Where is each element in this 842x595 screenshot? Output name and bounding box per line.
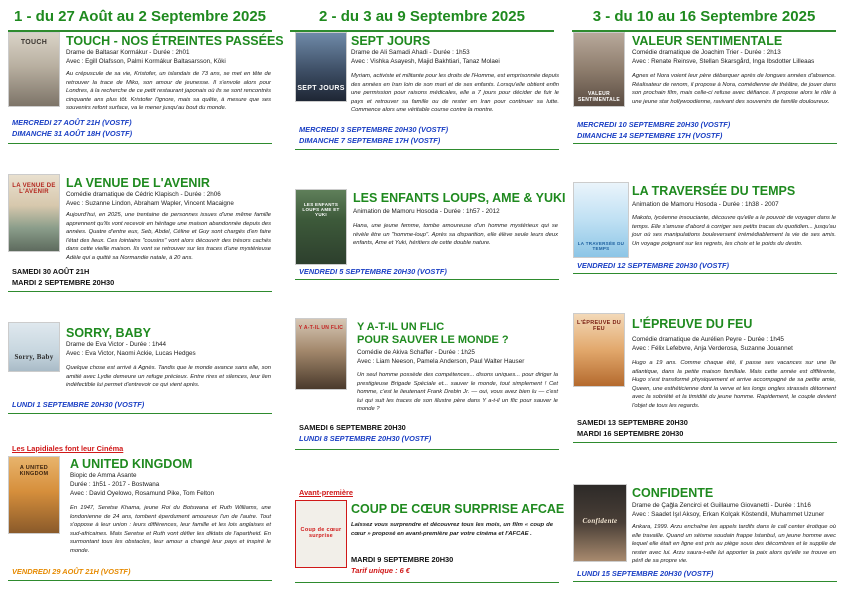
film-title-la-venue-de-l-avenir: LA VENUE DE L'AVENIR [66,176,210,190]
film-title-la-traversee-du-temps: LA TRAVERSÉE DU TEMPS [632,184,796,198]
film-genre-valeur-sentimentale: Comédie dramatique de Joachim Trier - Durée : 2h13 [632,49,781,56]
showtime-valeur-sentimentale-1: MERCREDI 10 SEPTEMBRE 20H30 (VOSTF) [577,120,731,129]
film-cast-la-venue-de-l-avenir: Avec : Suzanne Lindon, Abraham Wapler, Vincent Macaigne [66,200,234,207]
showtime-la-venue-2: MARDI 2 SEPTEMBRE 20H30 [12,278,115,287]
poster-a-united-kingdom[interactable]: A UNITED KINGDOM [8,456,60,534]
film-synopsis-la-traversee-du-temps: Makoto, lycéenne insouciante, découvre qu'elle a le pouvoir de voyager dans le temps. Elle s'amuse d'abord à corriger ses petits tracas du quotidien... jusqu'au jour où ses manipulations bouleversent irrémédiablement la vie de ses amis. Un voyage poignant sur les regrets, les choix et le poids du destin. [632,215,836,247]
film-cast-y-a-t-il-un-flic: Avec : Liam Neeson, Pamela Anderson, Paul Walter Hauser [357,358,525,365]
poster-la-venue-de-l-avenir[interactable]: LA VENUE DE L'AVENIR [8,174,60,252]
film-cast-l-epreuve-du-feu: Avec : Félix Lefebvre, Anja Verderosa, Suzanne Jouannet [632,345,793,352]
film-cast-a-united-kingdom: Avec : David Oyelowo, Rosamund Pike, Tom Felton [70,490,214,497]
film-title-sorry-baby: SORRY, BABY [66,326,151,340]
film-synopsis-y-a-t-il-un-flic: Un seul homme possède des compétences... disons uniques... pour diriger la prestigieuse Brigade Spéciale et... sauver le monde, tout simplement ! Cet homme, c'est le lieutenant Frank Drebin Jr. — oui, vous avez bien lu — c'est lui qui suit les traces de son illustre père dans Y a-t-il un flic pour sauver le monde ? [357,372,558,413]
film-synopsis-sept-jours: Myriam, activiste et militante pour les droits de l'Homme, est emprisonnée depuis des années en Iran loin de son mari et de ses enfants. Lorsqu'elle obtient enfin une permission pour raisons médicales, elle a 7 jours pour décider de fuir le pays et retrouver sa famille ou de rester en Iran pour continuer sa lutte. Commence alors une véritable course contre la montre. [351,73,559,114]
film-synopsis-touch: Au crépuscule de sa vie, Kristofer, un islandais de 73 ans, se met en tête de retrouver la trace de Miko, son amour de jeunesse. Il s'envole alors pour Londres, à la recherche de ce petit restaurant japonais où ils se sont rencontrés cinquante ans plus tôt. Kristofer l'ignore, mais sa quête, à mesure que ses souvenirs refont surface, va le mener jusqu'au bout du monde. [66,71,271,112]
film-coup-de-coeur-surprise[interactable] [295,488,565,583]
showtime-sept-jours-2: DIMANCHE 7 SEPTEMBRE 17H (VOSTF) [299,136,441,145]
film-title-y-a-t-il-un-flic-line2: POUR SAUVER LE MONDE ? [357,334,509,346]
film-valeur-sentimentale[interactable] [573,32,837,144]
film-title-coup-de-coeur-surprise: COUP DE CŒUR SURPRISE AFCAE [351,502,565,516]
column-header-week-1: 1 - du 27 Août au 2 Septembre 2025 [8,6,272,32]
film-synopsis-a-united-kingdom: En 1947, Seretse Khama, jeune Roi du Botswana et Ruth Williams, une londonienne de 24 ans, tombent éperdument amoureux l'un de l'autre. Tout s'oppose à leur union : leurs différences, leur famille et les lois anglaises et sud-africaines. Mais Seretse et Ruth vont défier les diktats de l'apartheid. En surmontant tous les obstacles, leur amour a changé leur pays et inspiré le monde. [70,505,271,554]
showtime-y-a-t-il-un-flic-2: LUNDI 8 SEPTEMBRE 20H30 (VOSTF) [299,434,432,443]
poster-sept-jours[interactable]: SEPT JOURS [295,32,347,102]
film-genre-confidente: Drame de Çağla Zencirci et Guillaume Giovanetti - Durée : 1h16 [632,502,811,509]
film-genre-y-a-t-il-un-flic: Comédie de Akiva Schaffer - Durée : 1h25 [357,349,475,356]
film-cast-sept-jours: Avec : Vishka Asayesh, Majid Bakhtiari, Tanaz Molaei [351,58,500,65]
film-la-traversee-du-temps[interactable] [573,182,837,274]
showtime-touch-2: DIMANCHE 31 AOÛT 18H (VOSTF) [12,129,133,138]
showtime-l-epreuve-2: MARDI 16 SEPTEMBRE 20H30 [577,429,684,438]
film-confidente[interactable] [573,484,837,582]
poster-sorry-baby[interactable]: Sorry, Baby [8,322,60,372]
showtime-coup-de-coeur-1: MARDI 9 SEPTEMBRE 20H30 [351,555,454,564]
showtime-la-traversee-1: VENDREDI 12 SEPTEMBRE 20H30 (VOSTF) [577,261,729,270]
film-cast-touch: Avec : Egill Olafsson, Palmi Kormákur Baltasarsson, Kōki [66,58,226,65]
poster-touch[interactable]: TOUCH [8,32,60,107]
poster-coup-de-coeur-surprise[interactable]: Coup de cœur surprise [295,500,347,568]
film-title-y-a-t-il-un-flic-line1: Y A-T-IL UN FLIC [357,321,445,333]
film-title-touch: TOUCH - NOS ÉTREINTES PASSÉES [66,34,284,48]
poster-y-a-t-il-un-flic[interactable]: Y A-T-IL UN FLIC [295,318,347,390]
event-tag-lapidiales: Les Lapidiales font leur Cinéma [12,444,124,453]
film-genre-sept-jours: Drame de Ali Samadi Ahadi - Durée : 1h53 [351,49,470,56]
film-title-valeur-sentimentale: VALEUR SENTIMENTALE [632,34,783,48]
poster-confidente[interactable]: Confidente [573,484,627,562]
film-y-a-t-il-un-flic[interactable] [295,318,559,450]
showtime-a-united-kingdom-1: VENDREDI 29 AOÛT 21H (VOSTF) [12,567,131,576]
film-la-venue-de-l-avenir[interactable] [8,174,272,292]
film-cast-valeur-sentimentale: Avec : Renate Reinsve, Stellan Skarsgård, Inga Ibsdotter Lilleaas [632,58,815,65]
film-genre-la-venue-de-l-avenir: Comédie dramatique de Cédric Klapisch - Durée : 2h06 [66,191,221,198]
film-synopsis-l-epreuve-du-feu: Hugo a 19 ans. Comme chaque été, il passe ses vacances sur une île atlantique, dans la petite maison familiale. Mais cette année est différente, Hugo s'est transformé physiquement et arrive accompagné de sa petite amie, Queen, une esthéticienne dont la verve et les longs ongles strassés détonnent avec la sobriété et la timidité du jeune homme. Rapidement, le couple devient l'objet de tous les regards. [632,360,836,409]
showtime-touch-1: MERCREDI 27 AOÛT 21H (VOSTF) [12,118,132,127]
film-title-l-epreuve-du-feu: L'ÉPREUVE DU FEU [632,317,753,331]
film-genre-la-traversee-du-temps: Animation de Mamoru Hosoda - Durée : 1h38 - 2007 [632,201,779,208]
film-genre-les-enfants-loups: Animation de Mamoru Hosoda - Durée : 1h57 - 2012 [353,208,500,215]
film-duration-a-united-kingdom: Durée : 1h51 - 2017 - Bostwana [70,481,160,488]
film-a-united-kingdom[interactable] [8,444,272,581]
film-cast-sorry-baby: Avec : Eva Victor, Naomi Ackie, Lucas Hedges [66,350,196,357]
showtime-confidente-1: LUNDI 15 SEPTEMBRE 20H30 (VOSTF) [577,569,714,578]
film-title-a-united-kingdom: A UNITED KINGDOM [70,457,193,471]
poster-valeur-sentimentale[interactable]: VALEUR SENTIMENTALE [573,32,625,107]
film-genre-sorry-baby: Drame de Eva Victor - Durée : 1h44 [66,341,166,348]
column-header-week-2: 2 - du 3 au 9 Septembre 2025 [290,6,554,32]
showtime-l-epreuve-1: SAMEDI 13 SEPTEMBRE 20H30 [577,418,688,427]
poster-les-enfants-loups[interactable]: LES ENFANTS LOUPS AME ET YUKI [295,189,347,265]
column-header-week-3: 3 - du 10 au 16 Septembre 2025 [572,6,836,32]
film-touch[interactable] [8,32,284,144]
poster-l-epreuve-du-feu[interactable]: L'ÉPREUVE DU FEU [573,313,625,387]
film-synopsis-les-enfants-loups: Hana, une jeune femme, tombe amoureuse d'un homme mystérieux qui se révèle être un "homme-loup". Après sa disparition, elle élève seule leurs deux enfants, Ame et Yuki, héritiers de cette double nature. [353,223,558,247]
showtime-y-a-t-il-un-flic-1: SAMEDI 6 SEPTEMBRE 20H30 [299,423,406,432]
price-coup-de-coeur: Tarif unique : 6 € [351,566,410,575]
film-synopsis-sorry-baby: Quelque chose est arrivé à Agnès. Tandis que le monde avance sans elle, son amitié avec Lydie demeure un refuge précieux. Entre rires et silences, leur lien indéfectible lui permet d'entrevoir ce qui vient après. [66,365,271,389]
film-genre-touch: Drame de Baltasar Kormákur - Durée : 2h01 [66,49,190,56]
film-synopsis-coup-de-coeur-surprise: Laissez vous surprendre et découvrez tous les mois, un film « coup de cœur » proposé en avant-première par votre cinéma et l'AFCAE . [351,522,553,537]
film-cast-confidente: Avec : Saadet Işıl Aksoy, Erkan Kolçak Köstendil, Muhammet Uzuner [632,511,825,518]
film-genre-a-united-kingdom: Biopic de Amma Asante [70,472,137,479]
showtime-sorry-baby-1: LUNDI 1 SEPTEMBRE 20H30 (VOSTF) [12,400,145,409]
film-genre-l-epreuve-du-feu: Comédie dramatique de Aurélien Peyre - Durée : 1h45 [632,336,784,343]
showtime-valeur-sentimentale-2: DIMANCHE 14 SEPTEMBRE 17H (VOSTF) [577,131,723,140]
showtime-sept-jours-1: MERCREDI 3 SEPTEMBRE 20H30 (VOSTF) [299,125,449,134]
film-synopsis-valeur-sentimentale: Agnes et Nora voient leur père débarquer après de longues années d'absence. Réalisateur de renom, il propose à Nora, comédienne de théâtre, de jouer dans son prochain film, mais celle-ci refuse avec défiance. Il propose alors le rôle à une jeune star hollywoodienne, ravivant des souvenirs de famille douloureux. [632,73,836,105]
film-sept-jours[interactable] [295,32,559,150]
showtime-les-enfants-loups-1: VENDREDI 5 SEPTEMBRE 20H30 (VOSTF) [299,267,447,276]
event-tag-avant-premiere: Avant-première [299,488,353,497]
film-title-sept-jours: SEPT JOURS [351,34,431,48]
film-synopsis-la-venue-de-l-avenir: Aujourd'hui, en 2025, une trentaine de personnes issues d'une même famille apprennent qu'ils vont recevoir en héritage une maison abandonnée depuis des années. Quatre d'entre eux, Seb, Abdel, Céline et Guy sont chargés d'en faire l'état des lieux. Ces lointains "cousins" vont alors découvrir des trésors cachés dans cette vieille maison. Ils vont se retrouver sur les traces d'une mystérieuse Adèle qui a quitté sa Normandie natale, à 20 ans. [66,212,271,261]
film-synopsis-confidente: Ankara, 1999. Arzu enchaîne les appels tardifs dans le call center érotique où elle travaille. Quand un séisme soudain frappe Istanbul, un jeune homme avec lequel elle était en ligne est pris au piège sous des décombres et le supplie de rester avec lui. Arzu saura-t-elle lui apporter la paix alors qu'elle se trouve en péril de sa propre vie. [632,524,836,565]
film-title-confidente: CONFIDENTE [632,486,714,500]
film-title-les-enfants-loups: LES ENFANTS LOUPS, AME & YUKI [353,191,566,205]
film-l-epreuve-du-feu[interactable] [573,313,837,443]
poster-la-traversee-du-temps[interactable]: LA TRAVERSÉE DU TEMPS [573,182,629,258]
film-les-enfants-loups[interactable] [295,189,566,280]
showtime-la-venue-1: SAMEDI 30 AOÛT 21H [12,267,90,276]
film-sorry-baby[interactable] [8,322,272,414]
